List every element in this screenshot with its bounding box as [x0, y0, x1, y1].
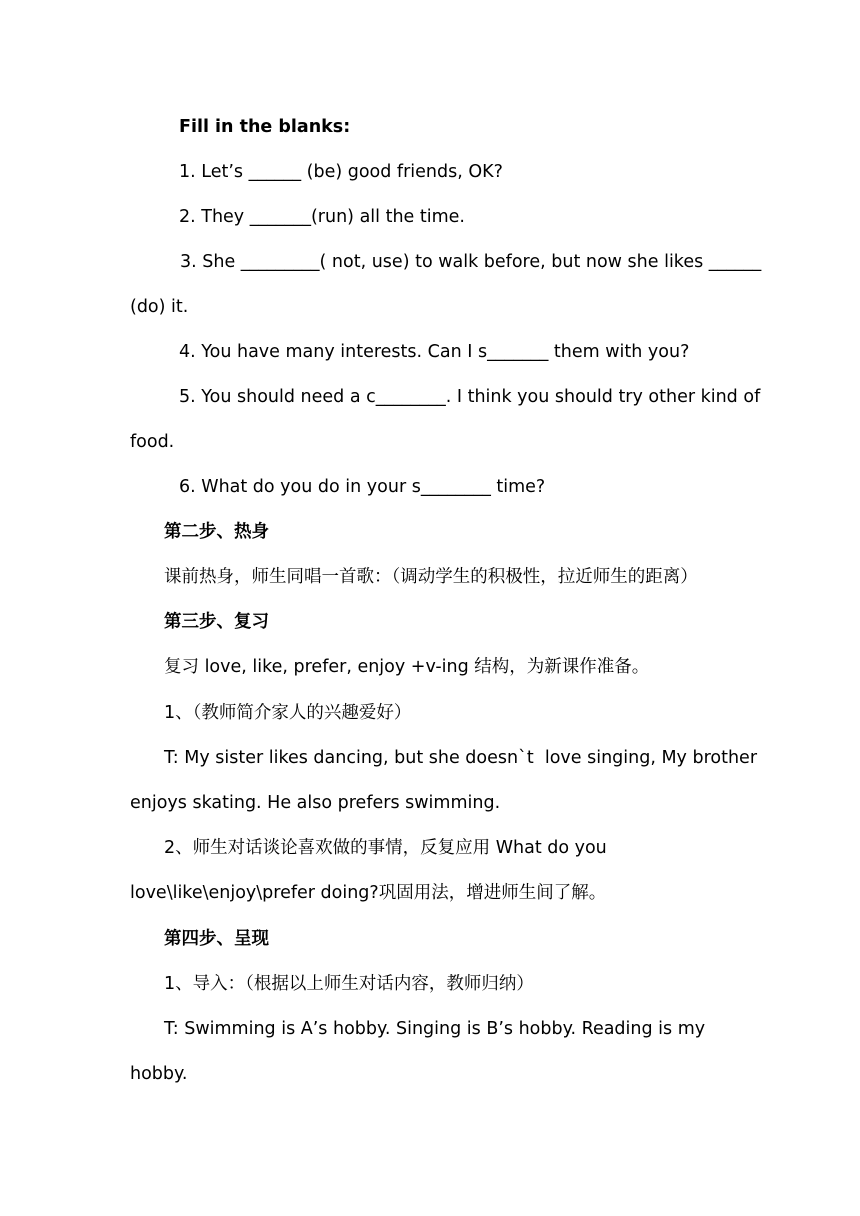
step3-teacher-line-2: enjoys skating. He also prefers swimming. [130, 793, 501, 813]
exercise-question-3-line-2: (do) it. [130, 297, 189, 317]
step3-point-2-line-2: love\like\enjoy\prefer doing?巩固用法，增进师生间了解。 [130, 883, 607, 903]
step3-point-2-line-1: 2、师生对话谈论喜欢做的事情，反复应用 What do you [164, 838, 607, 858]
step3-text: 复习 love, like, prefer, enjoy +v-ing 结构，为新课作准备。 [164, 657, 650, 677]
exercise-question-5-line-1: 5. You should need a c________. I think you should try other kind of [179, 387, 761, 407]
step3-teacher-line-1: T: My sister likes dancing, but she doesn`t love singing, My brother [164, 748, 758, 768]
exercise-heading: Fill in the blanks: [179, 117, 351, 137]
step3-point-1: 1、（教师简介家人的兴趣爱好） [164, 703, 412, 723]
step4-teacher-line-1: T: Swimming is A’s hobby. Singing is B’s hobby. Reading is my [164, 1019, 706, 1039]
exercise-question-2: 2. They _______(run) all the time. [179, 207, 465, 227]
exercise-question-6: 6. What do you do in your s________ time? [179, 477, 546, 497]
step3-heading: 第三步、复习 [164, 612, 269, 632]
step4-point-1: 1、导入：（根据以上师生对话内容，教师归纳） [164, 974, 534, 994]
step2-text: 课前热身，师生同唱一首歌：（调动学生的积极性，拉近师生的距离） [164, 567, 698, 587]
step2-heading: 第二步、热身 [164, 522, 269, 542]
exercise-question-4: 4. You have many interests. Can I s_______ them with you? [179, 342, 690, 362]
step4-heading: 第四步、呈现 [164, 929, 269, 949]
exercise-question-1: 1. Let’s ______ (be) good friends, OK? [179, 162, 503, 182]
step4-teacher-line-2: hobby. [130, 1064, 188, 1084]
exercise-question-3-line-1: 3. She _________( not, use) to walk before, but now she likes ______ [180, 252, 762, 272]
exercise-question-5-line-2: food. [130, 432, 175, 452]
